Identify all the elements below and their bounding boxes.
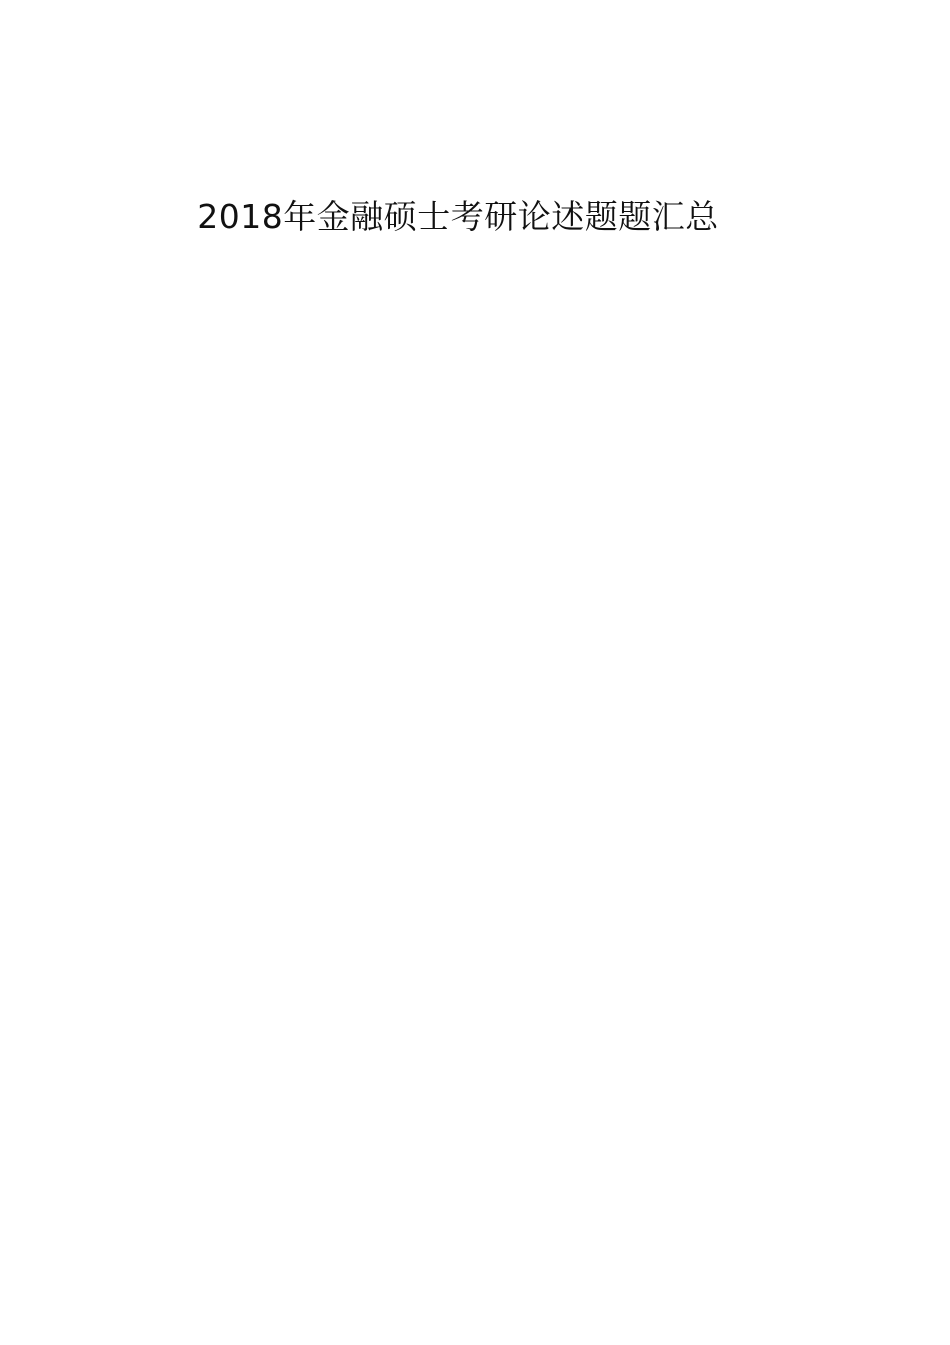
document-title: 2018年金融硕士考研论述题题汇总 [197,197,719,236]
